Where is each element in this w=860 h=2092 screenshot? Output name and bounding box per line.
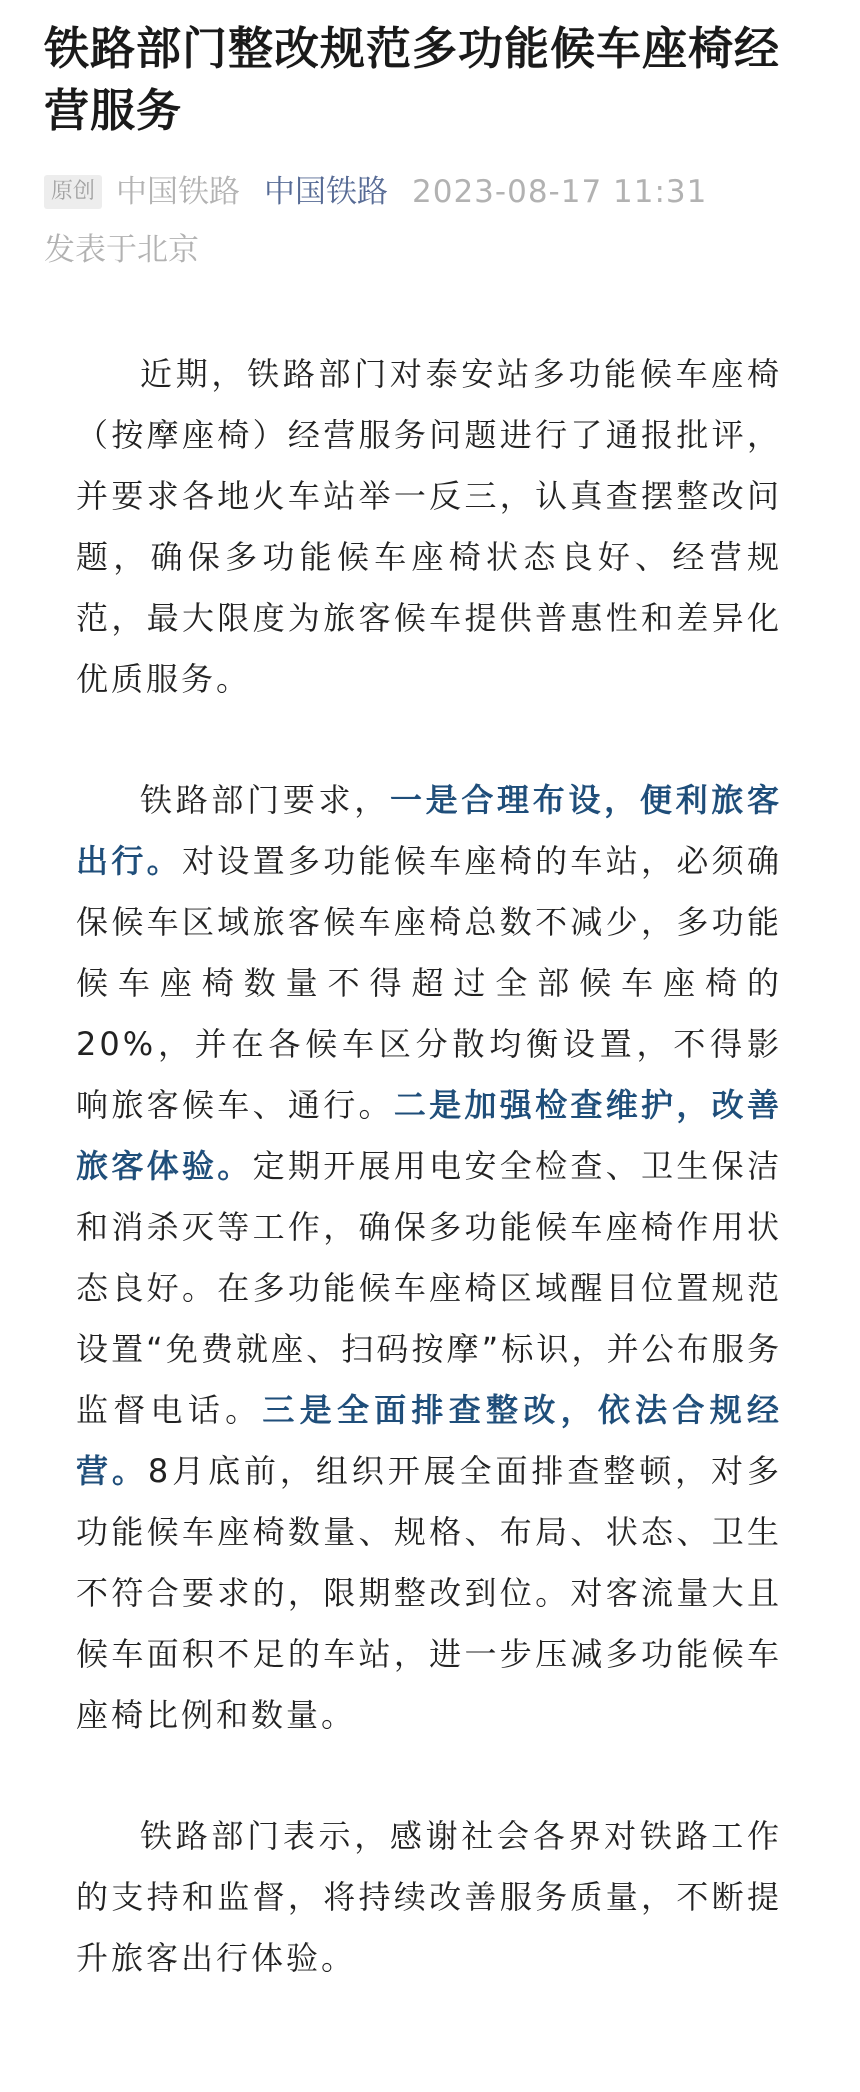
account-link[interactable]: 中国铁路 (264, 174, 389, 210)
paragraph-2-text-3: 定期开展用电安全检查、卫生保洁和消杀灭等工作，确保多功能候车座椅作用状态良好。在多功能候车座椅区域醒目位置规范设置“免费就座、扫码按摩”标识，并公布服务监督电话。 (76, 1147, 782, 1429)
paragraph-3: 铁路部门表示，感谢社会各界对铁路工作的支持和监督，将持续改善服务质量，不断提升旅客出行体验。 (76, 1817, 782, 1977)
article-meta (44, 170, 816, 214)
publish-time: 2023-08-17 11:31 (412, 174, 708, 210)
original-badge: 原创 (44, 175, 102, 209)
paragraph-2-text-2: 对设置多功能候车座椅的车站，必须确保候车区域旅客候车座椅总数不减少，多功能候车座椅数量不得超过全部候车座椅的20%，并在各候车区分散均衡设置，不得影响旅客候车、通行。 (76, 842, 782, 1124)
paragraph-2-text-1: 铁路部门要求， (140, 781, 390, 819)
highlight-point-2: 二是加强检查维护，改善旅客体验。 (76, 1086, 782, 1185)
paragraph-2 (76, 770, 782, 1746)
article-body (44, 344, 816, 1989)
highlight-point-3: 三是全面排查整改，依法合规经营。 (76, 1391, 782, 1490)
highlight-point-1: 一是合理布设，便利旅客出行。 (76, 781, 782, 880)
article-title: 铁路部门整改规范多功能候车座椅经营服务 (44, 22, 781, 137)
paragraph-1: 近期，铁路部门对泰安站多功能候车座椅（按摩座椅）经营服务问题进行了通报批评，并要求各地火车站举一反三，认真查摆整改问题，确保多功能候车座椅状态良好、经营规范，最大限度为旅客候车提供普惠性和差异化优质服务。 (76, 355, 782, 698)
publish-location: 发表于北京 (44, 232, 199, 268)
author-name: 中国铁路 (116, 174, 241, 210)
paragraph-2-text-4: 8月底前，组织开展全面排查整顿，对多功能候车座椅数量、规格、布局、状态、卫生不符合要求的，限期整改到位。对客流量大且候车面积不足的车站，进一步压减多功能候车座椅比例和数量。 (76, 1452, 782, 1734)
